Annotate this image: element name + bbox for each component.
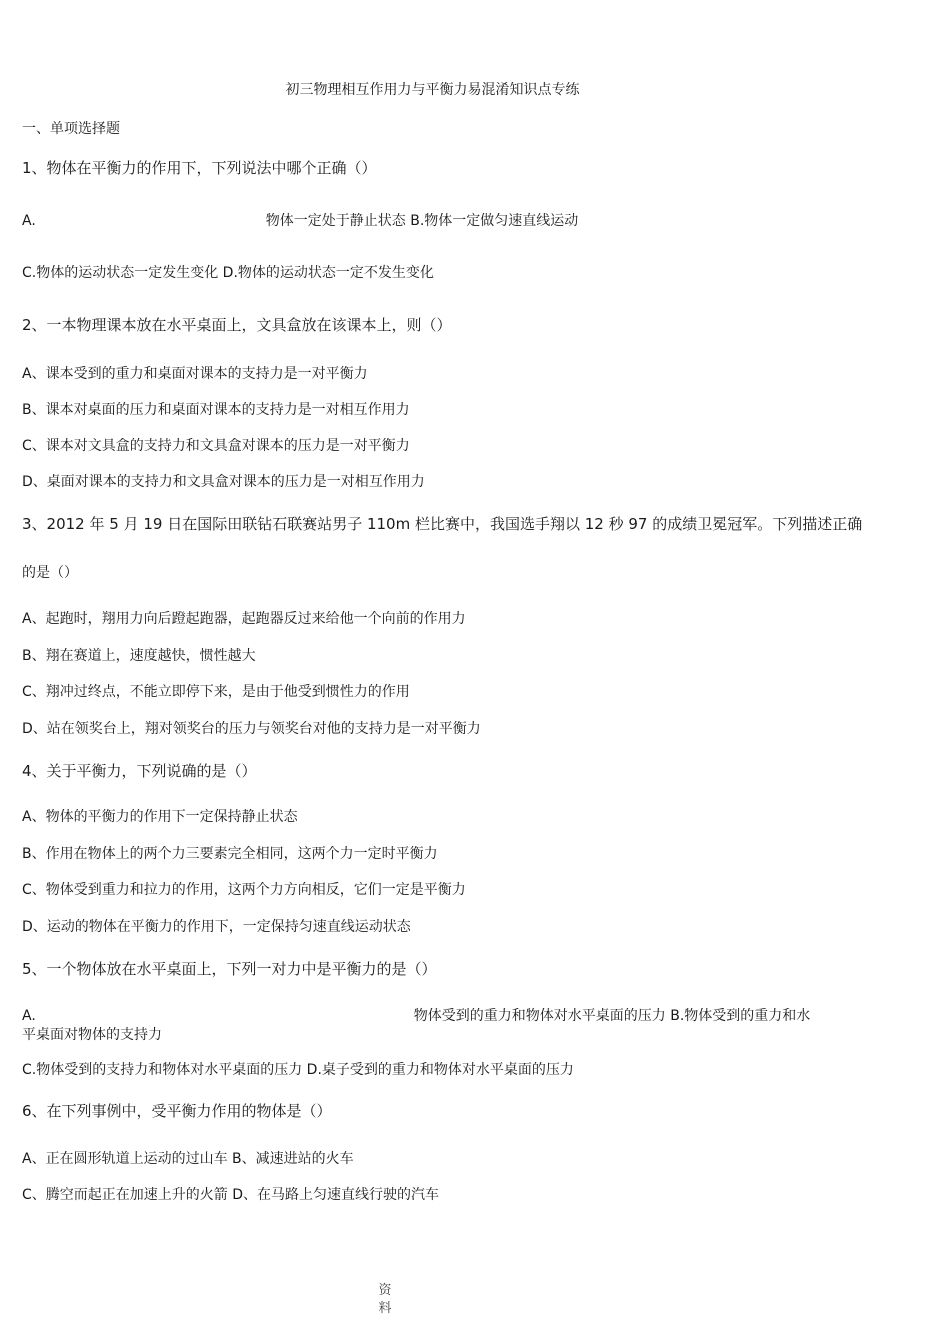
question-2-stem: 2、一本物理课本放在水平桌面上，文具盒放在该课本上，则（） [22,316,452,334]
question-1-stem: 1、物体在平衡力的作用下，下列说法中哪个正确（） [22,159,377,177]
page-footer [375,1282,395,1318]
question-4-option-c: C、物体受到重力和拉力的作用，这两个力方向相反，它们一定是平衡力 [22,882,466,898]
document-title: 初三物理相互作用力与平衡力易混淆知识点专练 [285,82,580,98]
question-3-option-b: B、翔在赛道上，速度越快，惯性越大 [22,648,256,664]
question-6-stem: 6、在下列事例中，受平衡力作用的物体是（） [22,1102,332,1120]
option-a-lead: A. [22,213,36,229]
question-5-option-b-continued: 平桌面对物体的支持力 [22,1027,162,1043]
question-4-option-a: A、物体的平衡力的作用下一定保持静止状态 [22,809,298,825]
question-3-option-c: C、翔冲过终点，不能立即停下来，是由于他受到惯性力的作用 [22,684,410,700]
section-heading: 一、单项选择题 [22,121,120,137]
question-3-option-d: D、站在领奖台上，翔对领奖台的压力与领奖台对他的支持力是一对平衡力 [22,721,481,737]
question-2-option-c: C、课本对文具盒的支持力和文具盒对课本的压力是一对平衡力 [22,438,410,454]
question-5-option-ab [22,1006,810,1026]
question-4-stem: 4、关于平衡力，下列说确的是（） [22,762,257,780]
option-ab-text: 物体一定处于静止状态 B.物体一定做匀速直线运动 [265,213,579,229]
question-6-option-ab: A、正在圆形轨道上运动的过山车 B、减速进站的火车 [22,1151,354,1167]
question-3-stem-line2: 的是（） [22,565,78,581]
question-4-option-b: B、作用在物体上的两个力三要素完全相同，这两个力一定时平衡力 [22,846,438,862]
question-2-option-d: D、桌面对课本的支持力和文具盒对课本的压力是一对相互作用力 [22,474,425,490]
question-3-stem-line1: 3、2012 年 5 月 19 日在国际田联钻石联赛站男子 110m 栏比赛中，我国选手翔以 12 秒 97 的成绩卫冕冠军。下列描述正确 [22,515,863,533]
question-4-option-d: D、运动的物体在平衡力的作用下，一定保持匀速直线运动状态 [22,919,411,935]
question-3-option-a: A、起跑时，翔用力向后蹬起跑器，起跑器反过来给他一个向前的作用力 [22,611,466,627]
question-5-stem: 5、一个物体放在水平桌面上，下列一对力中是平衡力的是（） [22,960,437,978]
question-5-option-cd: C.物体受到的支持力和物体对水平桌面的压力 D.桌子受到的重力和物体对水平桌面的压力 [22,1062,574,1078]
question-6-option-cd: C、腾空而起正在加速上升的火箭 D、在马路上匀速直线行驶的汽车 [22,1187,440,1203]
question-1-option-cd: C.物体的运动状态一定发生变化 D.物体的运动状态一定不发生变化 [22,265,434,281]
option-ab-text: 物体受到的重力和物体对水平桌面的压力 B.物体受到的重力和水 [413,1008,811,1024]
option-a-lead: A. [22,1008,36,1024]
footer-line-1: 资 [378,1283,392,1298]
footer-line-2: 料 [378,1301,392,1316]
question-2-option-b: B、课本对桌面的压力和桌面对课本的支持力是一对相互作用力 [22,402,410,418]
question-1-option-ab [22,211,578,231]
question-2-option-a: A、课本受到的重力和桌面对课本的支持力是一对平衡力 [22,366,368,382]
